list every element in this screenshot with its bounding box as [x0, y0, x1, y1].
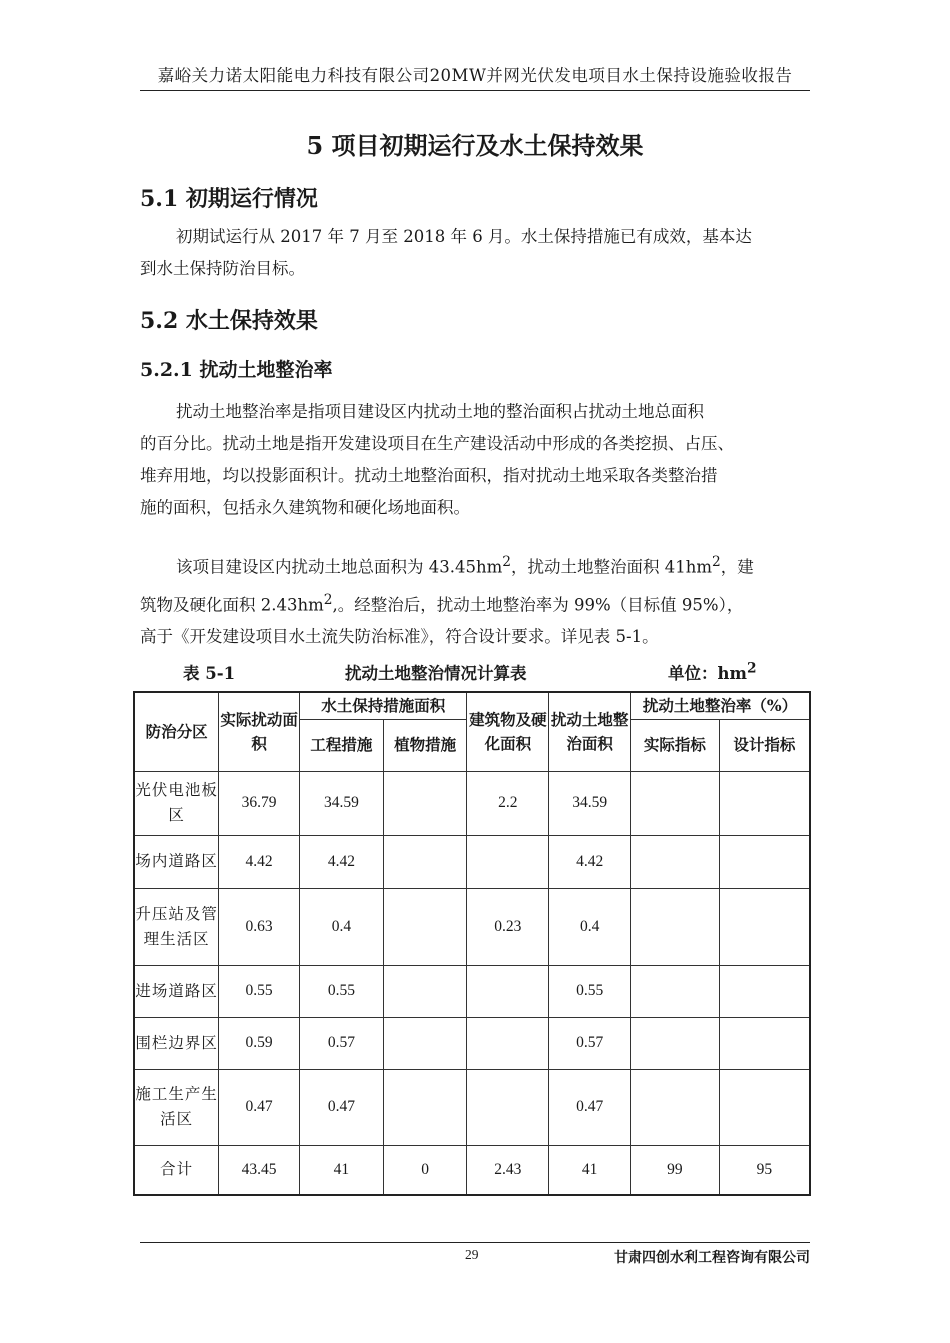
- section-5-1-paragraph: [140, 221, 810, 285]
- actual-cell: 0.55: [219, 965, 300, 1017]
- header-zone: 防治分区: [134, 692, 219, 771]
- rate-actual-cell: [631, 771, 720, 835]
- treated-cell: 41: [549, 1145, 631, 1195]
- header-engineering: 工程措施: [300, 719, 384, 771]
- zone-cell: 围栏边界区: [134, 1017, 219, 1069]
- para-line: 堆弃用地，均以投影面积计。扰动土地整治面积，指对扰动土地采取各类整治措: [140, 466, 718, 485]
- header-measures-group: 水土保持措施面积: [300, 692, 467, 719]
- rate-actual-cell: 99: [631, 1145, 720, 1195]
- rate-design-cell: 95: [719, 1145, 810, 1195]
- rate-design-cell: [719, 771, 810, 835]
- vegetation-cell: [383, 888, 467, 965]
- header-rate-group: 扰动土地整治率（%）: [631, 692, 810, 719]
- table-title: 扰动土地整治情况计算表: [345, 664, 527, 683]
- page-header: 嘉峪关力诺太阳能电力科技有限公司20MW并网光伏发电项目水土保持设施验收报告: [157, 66, 793, 85]
- table-row: [134, 771, 810, 835]
- rate-design-cell: [719, 1069, 810, 1145]
- rate-actual-cell: [631, 1069, 720, 1145]
- actual-cell: 0.63: [219, 888, 300, 965]
- vegetation-cell: 0: [383, 1145, 467, 1195]
- rate-actual-cell: [631, 835, 720, 888]
- result-paragraph: [140, 546, 810, 653]
- definition-paragraph: [140, 396, 810, 524]
- table-unit: 单位：$hm^2$: [668, 660, 757, 683]
- zone-cell: 光伏电池板区: [134, 771, 219, 835]
- para-line: 筑物及硬化面积 $2.43hm^2$,。经整治后，扰动土地整治率为 99%（目标值 95%），: [140, 591, 744, 614]
- building-cell: [467, 1017, 549, 1069]
- engineering-cell: 0.47: [300, 1069, 384, 1145]
- chapter-title: 5 项目初期运行及水土保持效果: [306, 131, 644, 160]
- rate-actual-cell: [631, 888, 720, 965]
- actual-cell: 4.42: [219, 835, 300, 888]
- building-cell: 0.23: [467, 888, 549, 965]
- header-rate-actual: 实际指标: [631, 719, 720, 771]
- section-5-1-heading: 5.1 初期运行情况: [140, 186, 318, 212]
- zone-cell: 升压站及管理生活区: [134, 888, 219, 965]
- rate-design-cell: [719, 1017, 810, 1069]
- zone-cell: 场内道路区: [134, 835, 219, 888]
- treated-cell: 0.55: [549, 965, 631, 1017]
- table-row: [134, 835, 810, 888]
- vegetation-cell: [383, 965, 467, 1017]
- treated-cell: 0.4: [549, 888, 631, 965]
- header-treated: 扰动土地整治面积: [549, 692, 631, 771]
- zone-cell: 施工生产生活区: [134, 1069, 219, 1145]
- table-row: [134, 1069, 810, 1145]
- rate-design-cell: [719, 835, 810, 888]
- treated-cell: 0.57: [549, 1017, 631, 1069]
- vegetation-cell: [383, 1069, 467, 1145]
- page-number: 29: [465, 1247, 479, 1262]
- para-line: 该项目建设区内扰动土地总面积为 $43.45hm^2$，扰动土地整治面积 $41hm^2$，建: [176, 554, 754, 577]
- actual-cell: 0.59: [219, 1017, 300, 1069]
- zone-cell: 进场道路区: [134, 965, 219, 1017]
- engineering-cell: 0.55: [300, 965, 384, 1017]
- treated-cell: 4.42: [549, 835, 631, 888]
- engineering-cell: 4.42: [300, 835, 384, 888]
- table-row: [134, 888, 810, 965]
- actual-cell: 0.47: [219, 1069, 300, 1145]
- section-5-2-heading: 5.2 水土保持效果: [140, 308, 318, 334]
- engineering-cell: 0.57: [300, 1017, 384, 1069]
- rate-actual-cell: [631, 965, 720, 1017]
- header-vegetation: 植物措施: [383, 719, 467, 771]
- footer-rule: [140, 1242, 810, 1243]
- vegetation-cell: [383, 835, 467, 888]
- building-cell: 2.43: [467, 1145, 549, 1195]
- building-cell: [467, 1069, 549, 1145]
- header-actual-area: 实际扰动面积: [219, 692, 300, 771]
- zone-cell: 合计: [134, 1145, 219, 1195]
- para-line: 扰动土地整治率是指项目建设区内扰动土地的整治面积占扰动土地总面积: [176, 402, 704, 421]
- table-total-row: [134, 1145, 810, 1195]
- actual-cell: 36.79: [219, 771, 300, 835]
- treated-cell: 0.47: [549, 1069, 631, 1145]
- actual-cell: 43.45: [219, 1145, 300, 1195]
- header-rate-design: 设计指标: [719, 719, 810, 771]
- vegetation-cell: [383, 771, 467, 835]
- header-building: 建筑物及硬化面积: [467, 692, 549, 771]
- engineering-cell: 41: [300, 1145, 384, 1195]
- building-cell: [467, 835, 549, 888]
- engineering-cell: 34.59: [300, 771, 384, 835]
- treated-cell: 34.59: [549, 771, 631, 835]
- disturbed-land-table: [133, 691, 811, 1196]
- table-label: 表 5-1: [183, 664, 236, 683]
- para-line: 到水土保持防治目标。: [140, 259, 305, 278]
- section-5-2-1-heading: 5.2.1 扰动土地整治率: [140, 359, 333, 381]
- para-line: 施的面积，包括永久建筑物和硬化场地面积。: [140, 498, 470, 517]
- footer-company: 甘肃四创水利工程咨询有限公司: [614, 1250, 810, 1266]
- rate-actual-cell: [631, 1017, 720, 1069]
- rate-design-cell: [719, 965, 810, 1017]
- para-line: 的百分比。扰动土地是指开发建设项目在生产建设活动中形成的各类挖损、占压、: [140, 434, 734, 453]
- building-cell: [467, 965, 549, 1017]
- para-line: 高于《开发建设项目水土流失防治标准》，符合设计要求。详见表 5-1。: [140, 627, 659, 646]
- vegetation-cell: [383, 1017, 467, 1069]
- building-cell: 2.2: [467, 771, 549, 835]
- rate-design-cell: [719, 888, 810, 965]
- para-line: 初期试运行从 2017 年 7 月至 2018 年 6 月。水土保持措施已有成效，基本达: [176, 227, 752, 246]
- table-row: [134, 1017, 810, 1069]
- header-rule: [140, 90, 810, 91]
- engineering-cell: 0.4: [300, 888, 384, 965]
- table-row: [134, 965, 810, 1017]
